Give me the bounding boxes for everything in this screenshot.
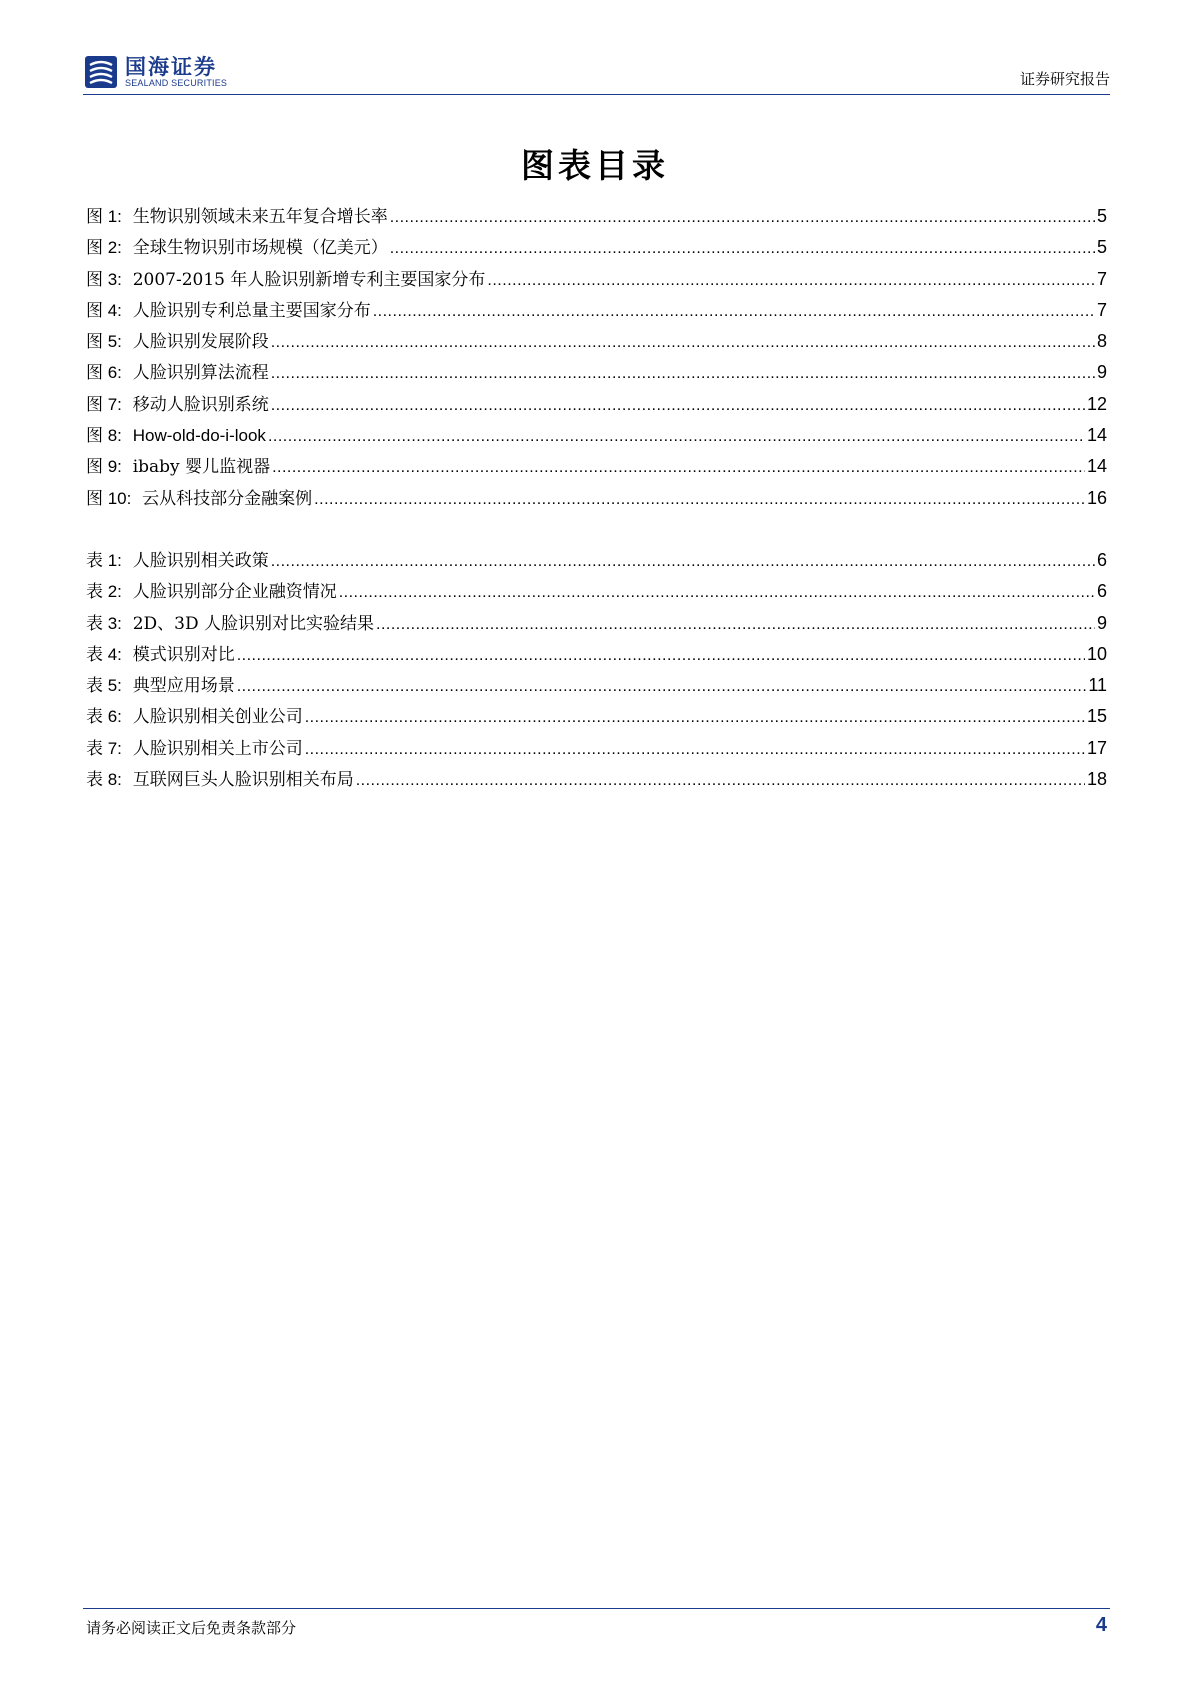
toc-entry-table-8[interactable]: 表 8: 互联网巨头人脸识别相关布局 ..... 18: [86, 764, 1107, 795]
page-number: 4: [1095, 1614, 1107, 1636]
toc-page-number: 16: [1086, 487, 1107, 508]
toc-page-number: 11: [1088, 675, 1107, 696]
toc-entry-figure-6[interactable]: 图 6: 人脸识别算法流程 ..... 9: [86, 357, 1107, 388]
toc-entry-figure-10[interactable]: 图 10: 云从科技部分金融案例 ..... 16: [86, 483, 1107, 514]
toc-page-number: 9: [1096, 362, 1107, 383]
dot-leader: [305, 702, 1085, 733]
page-header: [83, 52, 1110, 94]
dot-leader: [390, 233, 1095, 264]
footer-disclaimer: 请务必阅读正文后免责条款部分: [86, 1619, 297, 1637]
dot-leader: [237, 640, 1085, 671]
dot-leader: [487, 265, 1095, 296]
dot-leader: [376, 609, 1095, 640]
report-type-label: 证券研究报告: [1019, 70, 1110, 88]
toc-page-number: 7: [1096, 268, 1107, 289]
toc-entry-figure-8[interactable]: 图 8: How-old-do-i-look ..... 14: [86, 420, 1107, 451]
toc-entry-figure-9[interactable]: 图 9: ibaby 婴儿监视器 ..... 14: [86, 451, 1107, 482]
toc-entry-table-7[interactable]: 表 7: 人脸识别相关上市公司 ..... 17: [86, 733, 1107, 764]
toc-page-number: 12: [1086, 393, 1107, 414]
logo-chinese-name: 国海证券: [125, 54, 217, 79]
dot-leader: [314, 484, 1085, 515]
toc-page-number: 14: [1086, 425, 1107, 446]
toc-page-number: 15: [1086, 706, 1107, 727]
table-list: [86, 545, 1107, 795]
toc-entry-table-1[interactable]: 表 1: 人脸识别相关政策 ..... 6: [86, 545, 1107, 576]
dot-leader: [272, 452, 1085, 483]
toc-entry-table-5[interactable]: 表 5: 典型应用场景 ..... 11: [86, 670, 1107, 701]
toc-entry-table-4[interactable]: 表 4: 模式识别对比 ..... 10: [86, 639, 1107, 670]
toc-entry-table-3[interactable]: 表 3: 2D、3D 人脸识别对比实验结果 ..... 9: [86, 608, 1107, 639]
toc-entry-table-2[interactable]: 表 2: 人脸识别部分企业融资情况 ..... 6: [86, 576, 1107, 607]
toc-entry-figure-3[interactable]: 图 3: 2007-2015 年人脸识别新增专利主要国家分布 ..... 7: [86, 264, 1107, 295]
toc-page-number: 18: [1086, 769, 1107, 790]
dot-leader: [271, 358, 1095, 389]
toc-page-number: 8: [1096, 331, 1107, 352]
company-logo: [83, 52, 227, 92]
dot-leader: [356, 765, 1085, 796]
dot-leader: [390, 202, 1095, 233]
toc-entry-figure-2[interactable]: 图 2: 全球生物识别市场规模（亿美元） ..... 5: [86, 232, 1107, 263]
dot-leader: [271, 327, 1095, 358]
toc-page-number: 5: [1096, 237, 1107, 258]
toc-entry-figure-4[interactable]: 图 4: 人脸识别专利总量主要国家分布 ..... 7: [86, 295, 1107, 326]
toc-entry-figure-7[interactable]: 图 7: 移动人脸识别系统 ..... 12: [86, 389, 1107, 420]
logo-english-name: SEALAND SECURITIES: [125, 77, 228, 88]
toc-page-number: 17: [1086, 737, 1107, 758]
dot-leader: [237, 671, 1087, 702]
toc-page-number: 7: [1096, 299, 1107, 320]
toc-entry-figure-1[interactable]: 图 1: 生物识别领域未来五年复合增长率 ..... 5: [86, 201, 1107, 232]
dot-leader: [271, 546, 1095, 577]
header-divider: [83, 94, 1110, 95]
toc-page-number: 10: [1086, 643, 1107, 664]
toc-page-number: 14: [1086, 456, 1107, 477]
page-title: 图表目录: [521, 146, 669, 185]
toc-page-number: 5: [1096, 206, 1107, 226]
dot-leader: [305, 734, 1085, 765]
toc-page-number: 6: [1096, 581, 1107, 602]
toc-page-number: 9: [1096, 612, 1107, 633]
sealand-logo-icon: [83, 54, 119, 90]
footer-divider: [83, 1608, 1110, 1609]
toc-page-number: 6: [1096, 550, 1107, 570]
dot-leader: [339, 577, 1095, 608]
toc-entry-table-6[interactable]: 表 6: 人脸识别相关创业公司 ..... 15: [86, 701, 1107, 732]
dot-leader: [268, 421, 1085, 452]
toc-entry-figure-5[interactable]: 图 5: 人脸识别发展阶段 ..... 8: [86, 326, 1107, 357]
figure-list: [86, 201, 1107, 514]
dot-leader: [271, 390, 1085, 421]
dot-leader: [373, 296, 1095, 327]
